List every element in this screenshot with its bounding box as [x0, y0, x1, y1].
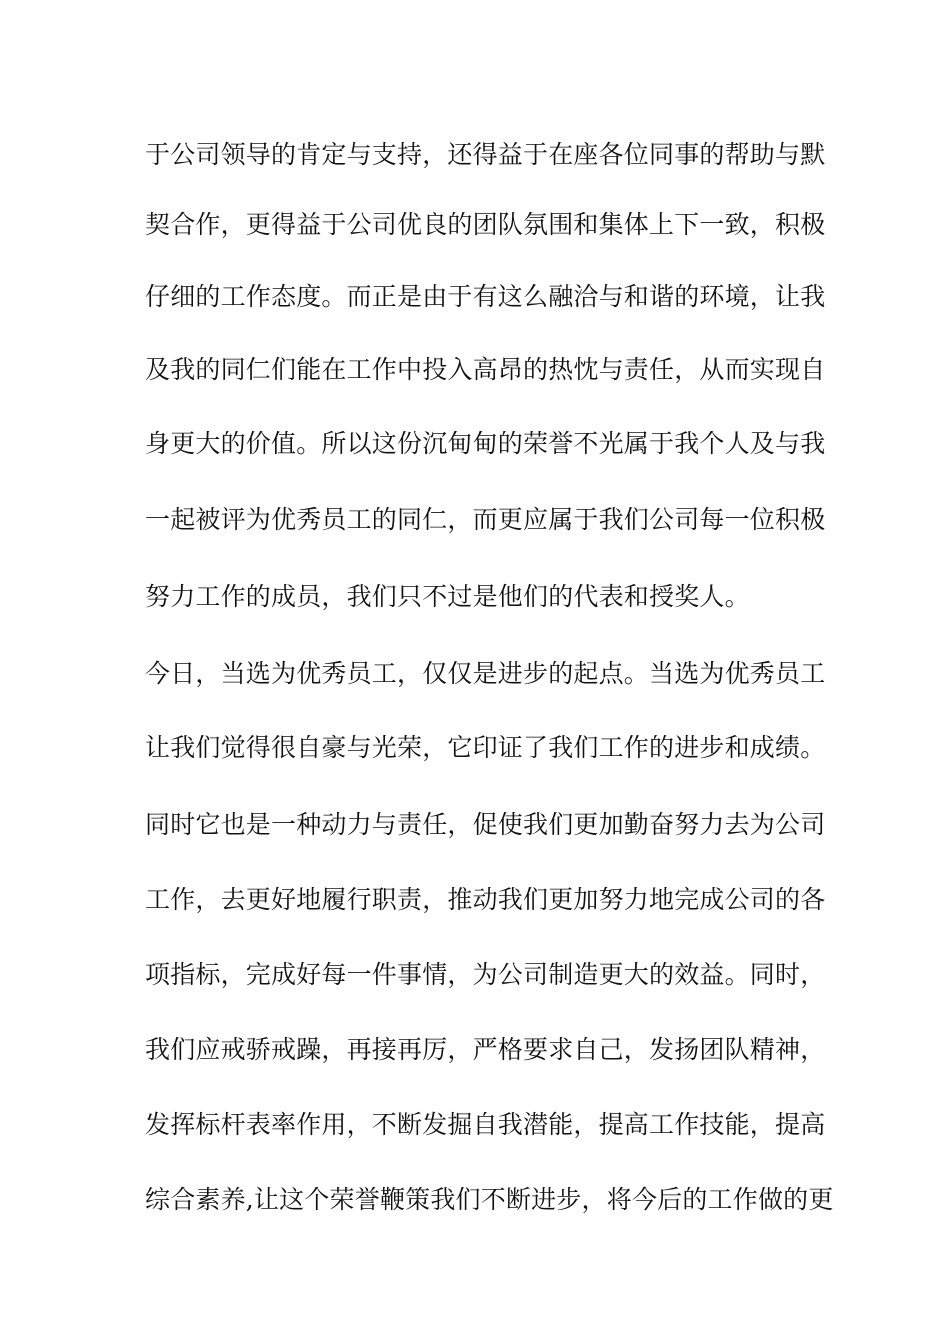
text-line-10: 同时它也是一种动力与责任，促使我们更加勤奋努力去为公司 [145, 810, 826, 839]
text-line-3: 仔细的工作态度。而正是由于有这么融洽与和谐的环境，让我 [145, 282, 826, 311]
text-line-4: 及我的同仁们能在工作中投入高昂的热忱与责任，从而实现自 [145, 355, 826, 384]
text-line-15: 综合素养,让这个荣誉鞭策我们不断进步，将今后的工作做的更 [145, 1185, 834, 1214]
text-line-7: 努力工作的成员，我们只不过是他们的代表和授奖人。 [145, 582, 750, 611]
text-line-5: 身更大的价值。所以这份沉甸甸的荣誉不光属于我个人及与我 [145, 429, 826, 458]
text-line-13: 我们应戒骄戒躁，再接再厉，严格要求自己，发扬团队精神， [145, 1035, 826, 1064]
text-line-12: 项指标，完成好每一件事情，为公司制造更大的效益。同时， [145, 960, 826, 989]
text-line-1: 于公司领导的肯定与支持，还得益于在座各位同事的帮助与默 [145, 140, 826, 169]
text-line-8: 今日，当选为优秀员工，仅仅是进步的起点。当选为优秀员工 [145, 659, 826, 688]
text-line-6: 一起被评为优秀员工的同仁，而更应属于我们公司每一位积极 [145, 505, 826, 534]
text-line-2: 契合作，更得益于公司优良的团队氛围和集体上下一致，积极 [145, 210, 826, 239]
text-line-14: 发挥标杆表率作用，不断发掘自我潜能，提高工作技能，提高 [145, 1110, 826, 1139]
text-line-9: 让我们觉得很自豪与光荣，它印证了我们工作的进步和成绩。 [145, 733, 826, 762]
text-line-11: 工作，去更好地履行职责，推动我们更加努力地完成公司的各 [145, 885, 826, 914]
